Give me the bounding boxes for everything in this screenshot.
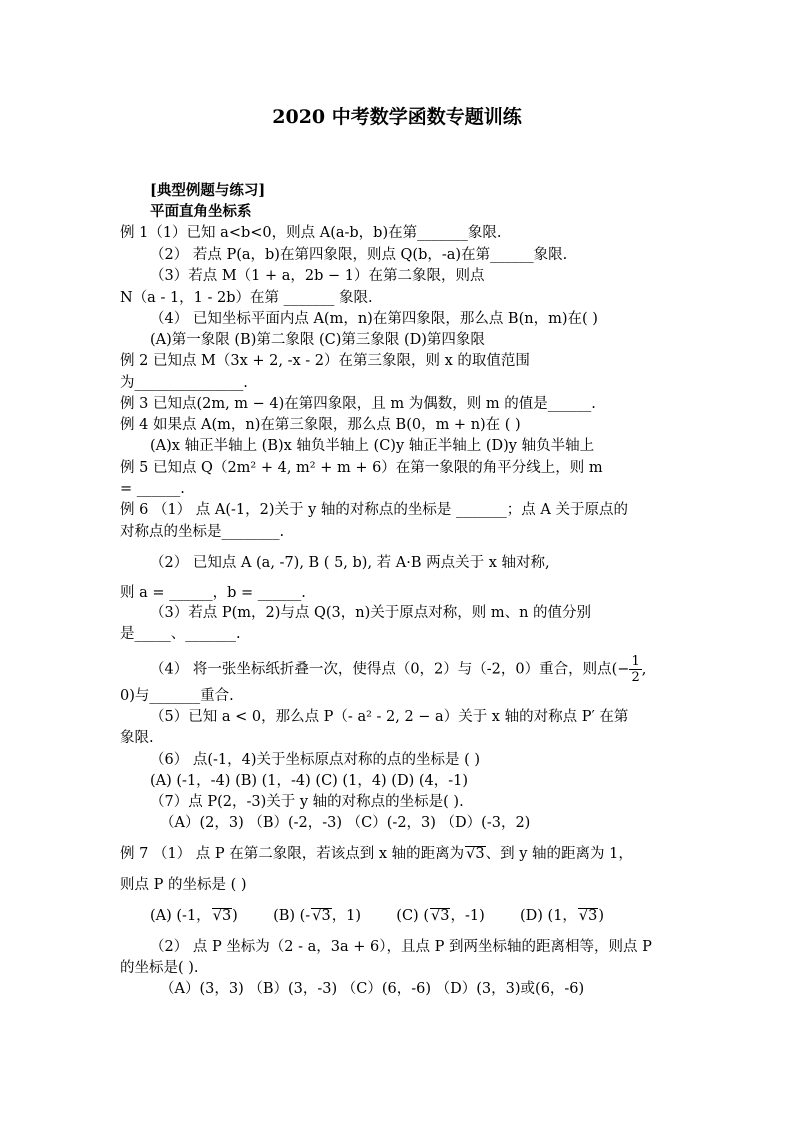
example-1-part-3-cont: N（a - 1，1 - 2b）在第 _______ 象限. [120,290,373,306]
sqrt-3: √3 [466,846,485,862]
option-b: (B) (- √3，1) [273,908,362,924]
example-7-part-1-text: 例 7 （1） 点 P 在第二象限，若该点到 x 轴的距离为 [120,846,465,862]
example-6-part-6: （6） 点(-1，4)关于坐标原点对称的点的坐标是 ( ) [150,752,481,768]
example-6-part-4-text: （4） 将一张坐标纸折叠一次，使得点（0，2）与（-2，0）重合，则点(− [150,661,630,678]
example-6-part-2: （2） 已知点 A (a, -7), B ( 5, b), 若 A·B 两点关于 x 轴对称, [150,555,550,571]
example-7-part-2-options: （A）(3，3) （B）(3，-3) （C）(6，-6) （D）(3，3)或(6，-6) [160,981,585,997]
example-7-part-1-cont: 则点 P 的坐标是 ( ) [120,877,247,893]
example-6-part-5-cont: 象限. [120,730,154,746]
example-6-part-4-cont: 0)与_______重合. [120,688,234,704]
page-title: 2020 中考数学函数专题训练 [272,106,522,128]
example-6-part-3-cont: 是_____、_______. [120,626,241,642]
example-2: 例 2 已知点 M（3x + 2, -x - 2）在第三象限，则 x 的取值范围 [120,353,530,369]
example-6-part-7: （7）点 P(2，-3)关于 y 轴的对称点的坐标是( ). [150,794,464,810]
example-3: 例 3 已知点(2m, m − 4)在第四象限，且 m 为偶数，则 m 的值是______. [120,396,596,412]
example-1-part-1: 例 1（1）已知 a<b<0，则点 A(a-b，b)在第_______象限. [120,225,502,241]
fraction-numerator: 1 [631,654,640,669]
fraction-denominator: 2 [631,670,640,685]
example-7-part-2-cont: 的坐标是( ). [120,960,199,976]
example-4: 例 4 如果点 A(m，n)在第三象限，那么点 B(0，m + n)在 ( ) [120,417,521,433]
example-6-part-4 [150,654,646,685]
example-4-options: (A)x 轴正半轴上 (B)x 轴负半轴上 (C)y 轴正半轴上 (D)y 轴负半轴上 [150,438,595,454]
example-6-part-1: 例 6 （1） 点 A(-1，2)关于 y 轴的对称点的坐标是 _______；点 A 关于原点的 [120,502,628,518]
section-heading: [典型例题与练习] [150,182,266,199]
example-6-part-3: （3）若点 P(m，2)与点 Q(3，n)关于原点对称，则 m、n 的值分别 [150,605,592,621]
example-7-part-1-options [150,906,604,926]
example-6-part-1-cont: 对称点的坐标是________. [120,524,285,540]
example-1-part-2: （2） 若点 P(a，b)在第四象限，则点 Q(b，-a)在第______象限. [150,247,568,263]
example-1-part-4-options: (A)第一象限 (B)第二象限 (C)第三象限 (D)第四象限 [150,332,485,348]
example-6-part-6-options: (A) (-1，-4) (B) (1，-4) (C) (1，4) (D) (4，-1) [150,773,469,789]
example-5-cont: = ______. [120,481,185,497]
sqrt-radicand: 3 [475,846,485,862]
example-7-part-1 [120,844,633,864]
example-5: 例 5 已知点 Q（2m² + 4, m² + m + 6）在第一象限的角平分线上，则 m [120,460,603,476]
example-7-part-1-text-2: 、到 y 轴的距离为 1， [485,846,633,862]
example-6-part-5: （5）已知 a < 0，那么点 P（- a² - 2, 2 − a）关于 x 轴的对称点 P′ 在第 [150,709,629,725]
example-7-part-2: （2） 点 P 坐标为（2 - a，3a + 6），且点 P 到两坐标轴的距离相等，则点 P [150,939,652,955]
fraction [629,654,641,685]
section-subheading: 平面直角坐标系 [150,203,252,220]
example-6-part-4-comma: , [641,661,647,678]
example-6-part-2-cont: 则 a = ______，b = ______. [120,585,306,601]
option-d: (D) (1， √3) [519,908,605,924]
option-a: (A) (-1， √3) [150,908,238,924]
example-6-part-7-options: （A）(2，3) （B）(-2，-3) （C）(-2，3) （D）(-3，2) [160,815,531,831]
option-c: (C) ( √3，-1) [396,908,485,924]
example-2-cont: 为_______________. [120,375,248,391]
example-1-part-4: （4） 已知坐标平面内点 A(m，n)在第四象限，那么点 B(n，m)在( ) [150,311,598,327]
example-1-part-3: （3）若点 M（1 + a，2b − 1）在第二象限，则点 [150,268,485,284]
